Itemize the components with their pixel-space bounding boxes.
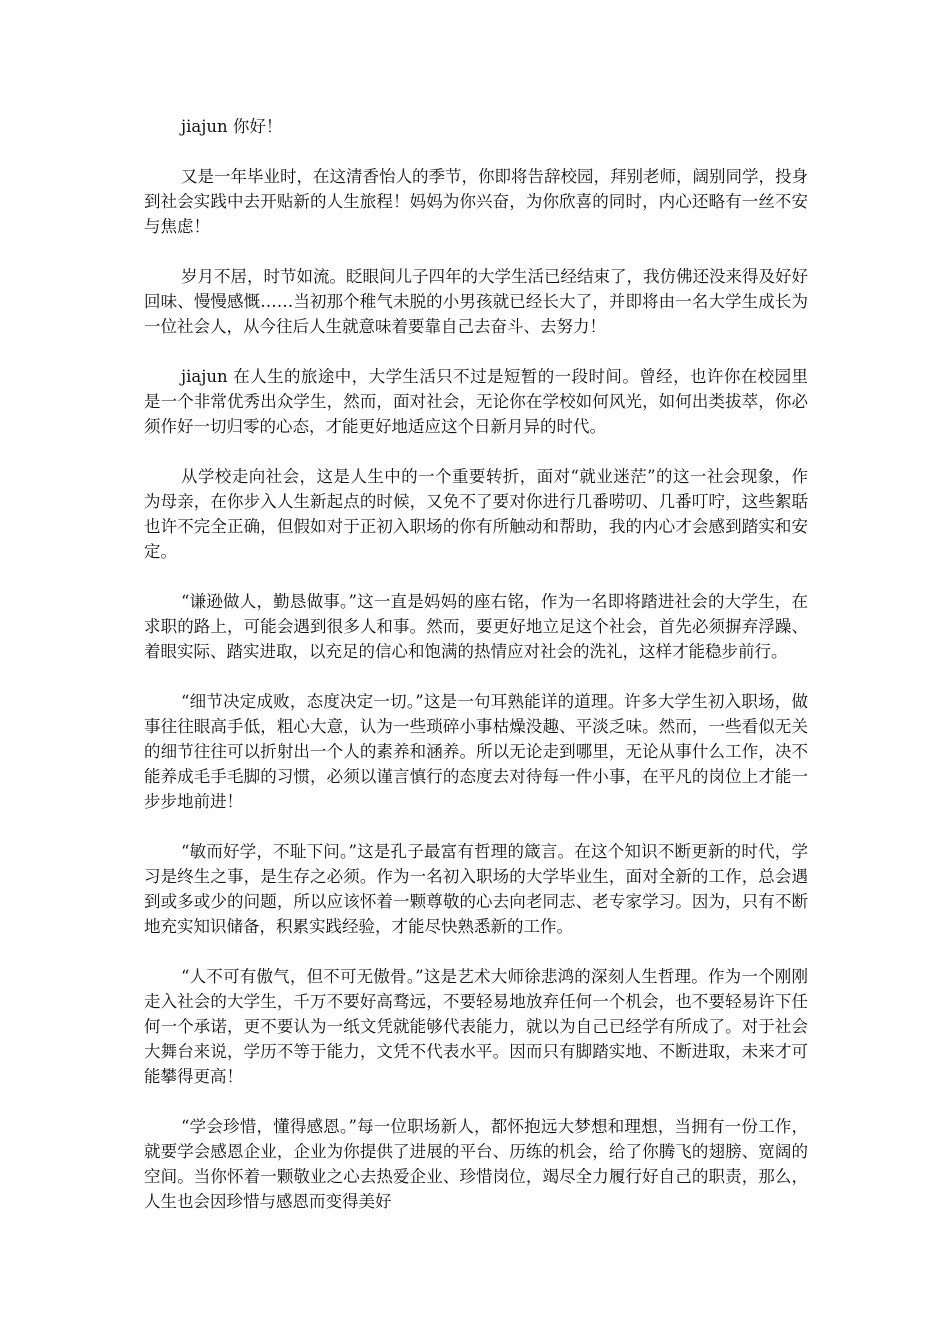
- paragraph-5: “谦逊做人，勤恳做事。”这一直是妈妈的座右铭，作为一名即将踏进社会的大学生，在求职的路上，可能会遇到很多人和事。然而，要更好地立足这个社会，首先必须摒弃浮躁、着眼实际、踏实进取，以充足的信心和饱满的热情应对社会的洗礼，这样才能稳步前行。: [144, 592, 808, 661]
- paragraph-3: jiajun 在人生的旅途中，大学生活只不过是短暂的一段时间。曾经，也许你在校园里是一个非常优秀出众学生，然而，面对社会，无论你在学校如何风光，如何出类拔萃，你必须作好一切归零的心态，才能更好地适应这个日新月异的时代。: [144, 367, 808, 436]
- paragraph-4: 从学校走向社会，这是人生中的一个重要转折，面对“就业迷茫”的这一社会现象，作为母亲，在你步入人生新起点的时候，又免不了要对你进行几番唠叨、几番叮咛，这些絮聒也许不完全正确，但假如对于正初入职场的你有所触动和帮助，我的内心才会感到踏实和安定。: [144, 467, 808, 561]
- paragraph-2: 岁月不居，时节如流。眨眼间儿子四年的大学生活已经结束了，我仿佛还没来得及好好回味、慢慢感慨……当初那个稚气未脱的小男孩就已经长大了，并即将由一名大学生成长为一位社会人，从今往后人生就意味着要靠自己去奋斗、去努力！: [144, 267, 808, 336]
- paragraph-7: “敏而好学，不耻下问。”这是孔子最富有哲理的箴言。在这个知识不断更新的时代，学习是终生之事，是生存之必须。作为一名初入职场的大学毕业生，面对全新的工作，总会遇到或多或少的问题，所以应该怀着一颗尊敬的心去向老同志、老专家学习。因为，只有不断地充实知识储备，积累实践经验，才能尽快熟悉新的工作。: [144, 842, 808, 936]
- paragraph-9: “学会珍惜，懂得感恩。”每一位职场新人，都怀抱远大梦想和理想，当拥有一份工作，就要学会感恩企业，企业为你提供了进展的平台、历练的机会，给了你腾飞的翅膀、宽阔的空间。当你怀着一颗敬业之心去热爱企业、珍惜岗位，竭尽全力履行好自己的职责，那么，人生也会因珍惜与感恩而变得美好: [144, 1117, 808, 1211]
- letter-body: [144, 114, 808, 1214]
- paragraph-1: 又是一年毕业时，在这清香怡人的季节，你即将告辞校园，拜别老师，阔别同学，投身到社会实践中去开贴新的人生旅程！妈妈为你兴奋，为你欣喜的同时，内心还略有一丝不安与焦虑！: [144, 167, 808, 236]
- paragraph-6: “细节决定成败，态度决定一切。”这是一句耳熟能详的道理。许多大学生初入职场，做事往往眼高手低，粗心大意，认为一些琐碎小事枯燥没趣、平淡乏味。然而，一些看似无关的细节往往可以折射出一个人的素养和涵养。所以无论走到哪里，无论从事什么工作，决不能养成毛手毛脚的习惯，必须以谨言慎行的态度去对待每一件小事，在平凡的岗位上才能一步步地前进！: [144, 692, 808, 811]
- letter-greeting: jiajun 你好！: [181, 117, 283, 136]
- paragraph-8: “人不可有傲气，但不可无傲骨。”这是艺术大师徐悲鸿的深刻人生哲理。作为一个刚刚走入社会的大学生，千万不要好高骛远，不要轻易地放弃任何一个机会，也不要轻易许下任何一个承诺，更不要认为一纸文凭就能够代表能力，就以为自己已经学有所成了。对于社会大舞台来说，学历不等于能力，文凭不代表水平。因而只有脚踏实地、不断进取，未来才可能攀得更高！: [144, 967, 808, 1086]
